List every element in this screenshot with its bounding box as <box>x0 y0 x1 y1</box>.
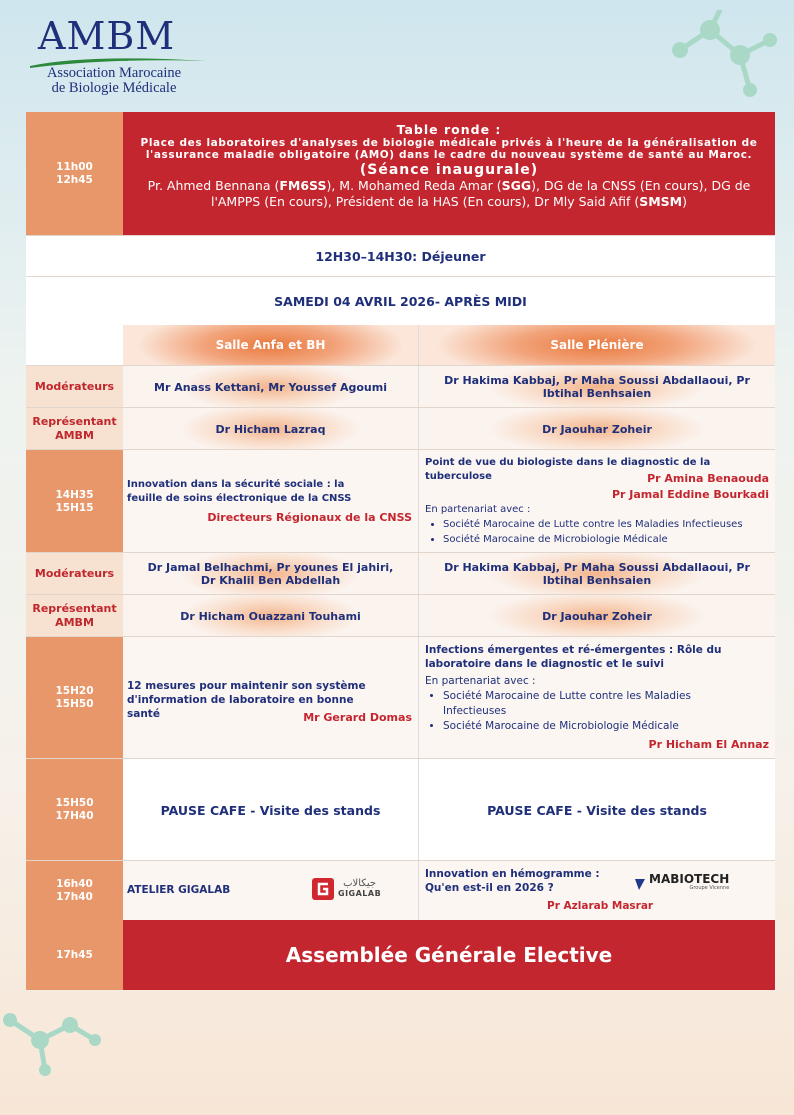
session-1-a <box>123 450 419 553</box>
session-2-b <box>419 637 775 759</box>
representative-label: Représentant AMBM <box>26 595 123 637</box>
workshop-b <box>419 861 775 921</box>
partner-item: • Société Marocaine de Lutte contre les Maladies Infectieuses <box>443 689 755 719</box>
representative-b: Dr Jaouhar Zoheir <box>419 595 775 637</box>
time-cell: 15H50 17H40 <box>26 759 123 861</box>
rooms-header-row <box>26 325 775 365</box>
talk-title: Infections émergentes et ré-émergentes : Rôle du laboratoire dans le diagnostic et le suivi <box>425 644 722 670</box>
partner-item: • Société Marocaine de Microbiologie Médicale <box>443 532 770 547</box>
time-cell: 14H35 15H15 <box>26 450 123 553</box>
talk-title: Point de vue du biologiste dans le diagnostic de la tuberculose <box>425 457 711 482</box>
moderators-b: Dr Hakima Kabbaj, Pr Maha Soussi Abdallaoui, Pr Ibtihal Benhsaien <box>419 553 775 595</box>
talk-speaker-1: Pr Amina Benaouda <box>647 472 769 485</box>
session-label: (Séance inaugurale) <box>359 162 539 178</box>
partner-block <box>425 502 770 547</box>
molecule-icon <box>660 10 790 105</box>
session-2-a <box>123 637 419 759</box>
room-a-header: Salle Anfa et BH <box>123 325 419 365</box>
molecule-icon-bottom <box>0 1000 110 1080</box>
gigalab-logo <box>311 877 381 901</box>
moderators-row-1 <box>26 365 775 408</box>
time-cell: 17h45 <box>26 920 123 990</box>
time-cell: 16h40 17h40 <box>26 861 123 921</box>
moderators-row-2 <box>26 552 775 595</box>
representative-row-2 <box>26 594 775 637</box>
session-2-row <box>26 636 775 759</box>
logo-swoosh-icon <box>28 54 208 70</box>
logo-line-1: Association Marocaine <box>46 65 182 81</box>
representative-label: Représentant AMBM <box>26 408 123 450</box>
representative-a: Dr Hicham Ouazzani Touhami <box>123 595 419 637</box>
representative-a: Dr Hicham Lazraq <box>123 408 419 450</box>
partner-item: • Société Marocaine de Lutte contre les Maladies Infectieuses <box>443 517 770 532</box>
partner-label: En partenariat avec : <box>425 504 531 515</box>
workshop-b-title: Innovation en hémogramme : Qu'en est-il en 2026 ? <box>425 868 600 894</box>
time-cell: 15H20 15H50 <box>26 637 123 759</box>
mabiotech-logo-subtext: Groupe Vicenne <box>689 885 730 891</box>
representative-b: Dr Jaouhar Zoheir <box>419 408 775 450</box>
opening-row <box>26 112 775 235</box>
moderators-a: Mr Anass Kettani, Mr Youssef Agoumi <box>123 366 419 408</box>
talk-speaker: Directeurs Régionaux de la CNSS <box>207 511 412 524</box>
pause-b: PAUSE CAFE - Visite des stands <box>419 759 775 861</box>
talk-speaker: Mr Gerard Domas <box>303 711 412 724</box>
moderators-label: Modérateurs <box>26 366 123 408</box>
mabiotech-logo-icon <box>633 877 647 891</box>
session-1-row <box>26 449 775 553</box>
logo-name: AMBM <box>38 14 176 58</box>
gigalab-logo-arabic: جيكالاب <box>343 878 377 889</box>
partner-block <box>425 674 755 734</box>
mabiotech-logo-text: MABIOTECH <box>649 872 730 886</box>
gigalab-logo-text: GIGALAB <box>338 889 382 898</box>
talk-title: 12 mesures pour maintenir son système d'information de laboratoire en bonne santé <box>127 680 366 720</box>
workshop-a <box>123 861 419 921</box>
moderators-a: Dr Jamal Belhachmi, Pr younes El jahiri, Dr Khalil Ben Abdellah <box>123 553 419 595</box>
pause-row <box>26 758 775 861</box>
representative-row-1 <box>26 407 775 450</box>
mabiotech-logo <box>633 872 730 893</box>
ambm-logo <box>24 16 204 96</box>
workshop-title: ATELIER GIGALAB <box>127 884 231 896</box>
time-cell: 11h00 12h45 <box>26 112 123 235</box>
logo-line-2: de Biologie Médicale <box>51 80 177 96</box>
lunch-row: 12H30–14H30: Déjeuner <box>26 235 775 277</box>
day-title-row: SAMEDI 04 AVRIL 2026- APRÈS MIDI <box>26 276 775 326</box>
round-table-subject: Place des laboratoires d'analyses de biologie médicale privés à l'heure de la généralisation de l'assurance maladie obligatoire (AMO) dans le cadre du nouveau système de santé au Maroc. <box>140 137 758 161</box>
round-table-heading: Table ronde : <box>396 122 502 137</box>
partner-item: • Société Marocaine de Microbiologie Médicale <box>443 719 755 734</box>
room-b-header: Salle Plénière <box>419 325 775 365</box>
talk-speaker-2: Pr Jamal Eddine Bourkadi <box>611 488 769 501</box>
partner-label: En partenariat avec : <box>425 675 536 687</box>
moderators-label: Modérateurs <box>26 553 123 595</box>
workshop-row <box>26 860 775 921</box>
workshop-b-speaker: Pr Azlarab Masrar <box>547 900 654 912</box>
gigalab-logo-icon <box>311 877 335 901</box>
assembly-title: Assemblée Générale Elective <box>123 920 775 990</box>
round-table-cell <box>123 112 775 235</box>
talk-speaker: Pr Hicham El Annaz <box>648 738 769 751</box>
talk-title: Innovation dans la sécurité sociale : la feuille de soins électronique de la CNSS <box>127 479 352 504</box>
program-table <box>26 112 775 990</box>
pause-a: PAUSE CAFE - Visite des stands <box>123 759 419 861</box>
assembly-row <box>26 920 775 990</box>
moderators-b: Dr Hakima Kabbaj, Pr Maha Soussi Abdallaoui, Pr Ibtihal Benhsaien <box>419 366 775 408</box>
logo-subtitle <box>24 66 204 96</box>
session-1-b <box>419 450 775 553</box>
round-table-panel: Pr. Ahmed Bennana (FM6SS), M. Mohamed Reda Amar (SGG), DG de la CNSS (En cours), DG de l'AMPPS (En cours), Président de la HAS (En cours), Dr Mly Said Afif (SMSM) <box>147 178 751 209</box>
